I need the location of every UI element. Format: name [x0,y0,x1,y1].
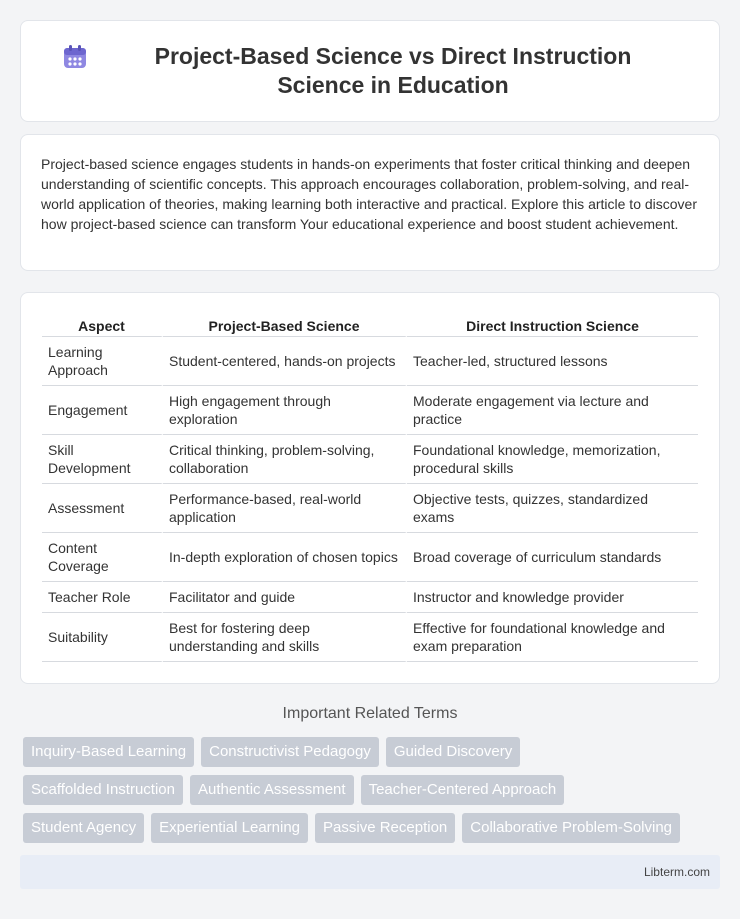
row-aspect: Content Coverage [42,533,163,582]
table-row [42,613,698,662]
footer-site-link[interactable]: Libterm.com [643,865,710,879]
row-project-based: Best for fostering deep understanding and skills [163,613,407,662]
row-project-based: Performance-based, real-world application [163,484,407,533]
term-tag[interactable]: Teacher-Centered Approach [361,775,565,805]
footer [20,855,720,889]
row-project-based: High engagement through exploration [163,386,407,435]
row-aspect: Skill Development [42,435,163,484]
row-project-based: Student-centered, hands-on projects [163,337,407,386]
table-row [42,386,698,435]
row-direct-instruction: Broad coverage of curriculum standards [407,533,698,582]
intro-card [20,134,720,271]
table-row [42,533,698,582]
comparison-card [20,292,720,684]
term-tag[interactable]: Passive Reception [315,813,455,843]
row-direct-instruction: Moderate engagement via lecture and practice [407,386,698,435]
intro-paragraph: Project-based science engages students in hands-on experiments that foster critical thinking and deepen understanding of scientific concepts. This approach encourages collaboration, problem-solving, and real-world application of theories, making learning both interactive and practical. Explore this article to discover how project-based science can transform Your educational experience and boost student achievement. [41,156,698,232]
row-direct-instruction: Teacher-led, structured lessons [407,337,698,386]
term-tag[interactable]: Inquiry-Based Learning [23,737,194,767]
row-direct-instruction: Effective for foundational knowledge and exam preparation [407,613,698,662]
row-aspect: Suitability [42,613,163,662]
calendar-icon [62,44,88,70]
title-card [20,20,720,122]
terms-row [23,813,723,843]
row-project-based: Critical thinking, problem-solving, collaboration [163,435,407,484]
term-tag[interactable]: Constructivist Pedagogy [201,737,379,767]
term-tag[interactable]: Student Agency [23,813,144,843]
term-tag[interactable]: Scaffolded Instruction [23,775,183,805]
term-tag[interactable]: Experiential Learning [151,813,308,843]
header-direct-instruction: Direct Instruction Science [407,313,698,337]
term-tag[interactable]: Authentic Assessment [190,775,354,805]
term-tag[interactable]: Guided Discovery [386,737,520,767]
term-tag[interactable]: Collaborative Problem-Solving [462,813,680,843]
page-title: Project-Based Science vs Direct Instruction Science in Education [154,43,632,98]
table-header-row [42,313,698,337]
comparison-table [42,313,698,662]
related-terms [23,737,723,851]
header-aspect: Aspect [42,313,163,337]
table-row [42,582,698,613]
terms-row [23,737,723,767]
related-terms-heading: Important Related Terms [282,705,458,722]
table-row [42,435,698,484]
terms-row [23,775,723,805]
table-row [42,484,698,533]
row-aspect: Engagement [42,386,163,435]
row-project-based: In-depth exploration of chosen topics [163,533,407,582]
row-direct-instruction: Instructor and knowledge provider [407,582,698,613]
table-row [42,337,698,386]
row-direct-instruction: Foundational knowledge, memorization, procedural skills [407,435,698,484]
header-project-based: Project-Based Science [163,313,407,337]
row-aspect: Teacher Role [42,582,163,613]
row-direct-instruction: Objective tests, quizzes, standardized exams [407,484,698,533]
row-aspect: Learning Approach [42,337,163,386]
row-project-based: Facilitator and guide [163,582,407,613]
title-wrap [62,42,678,100]
row-aspect: Assessment [42,484,163,533]
